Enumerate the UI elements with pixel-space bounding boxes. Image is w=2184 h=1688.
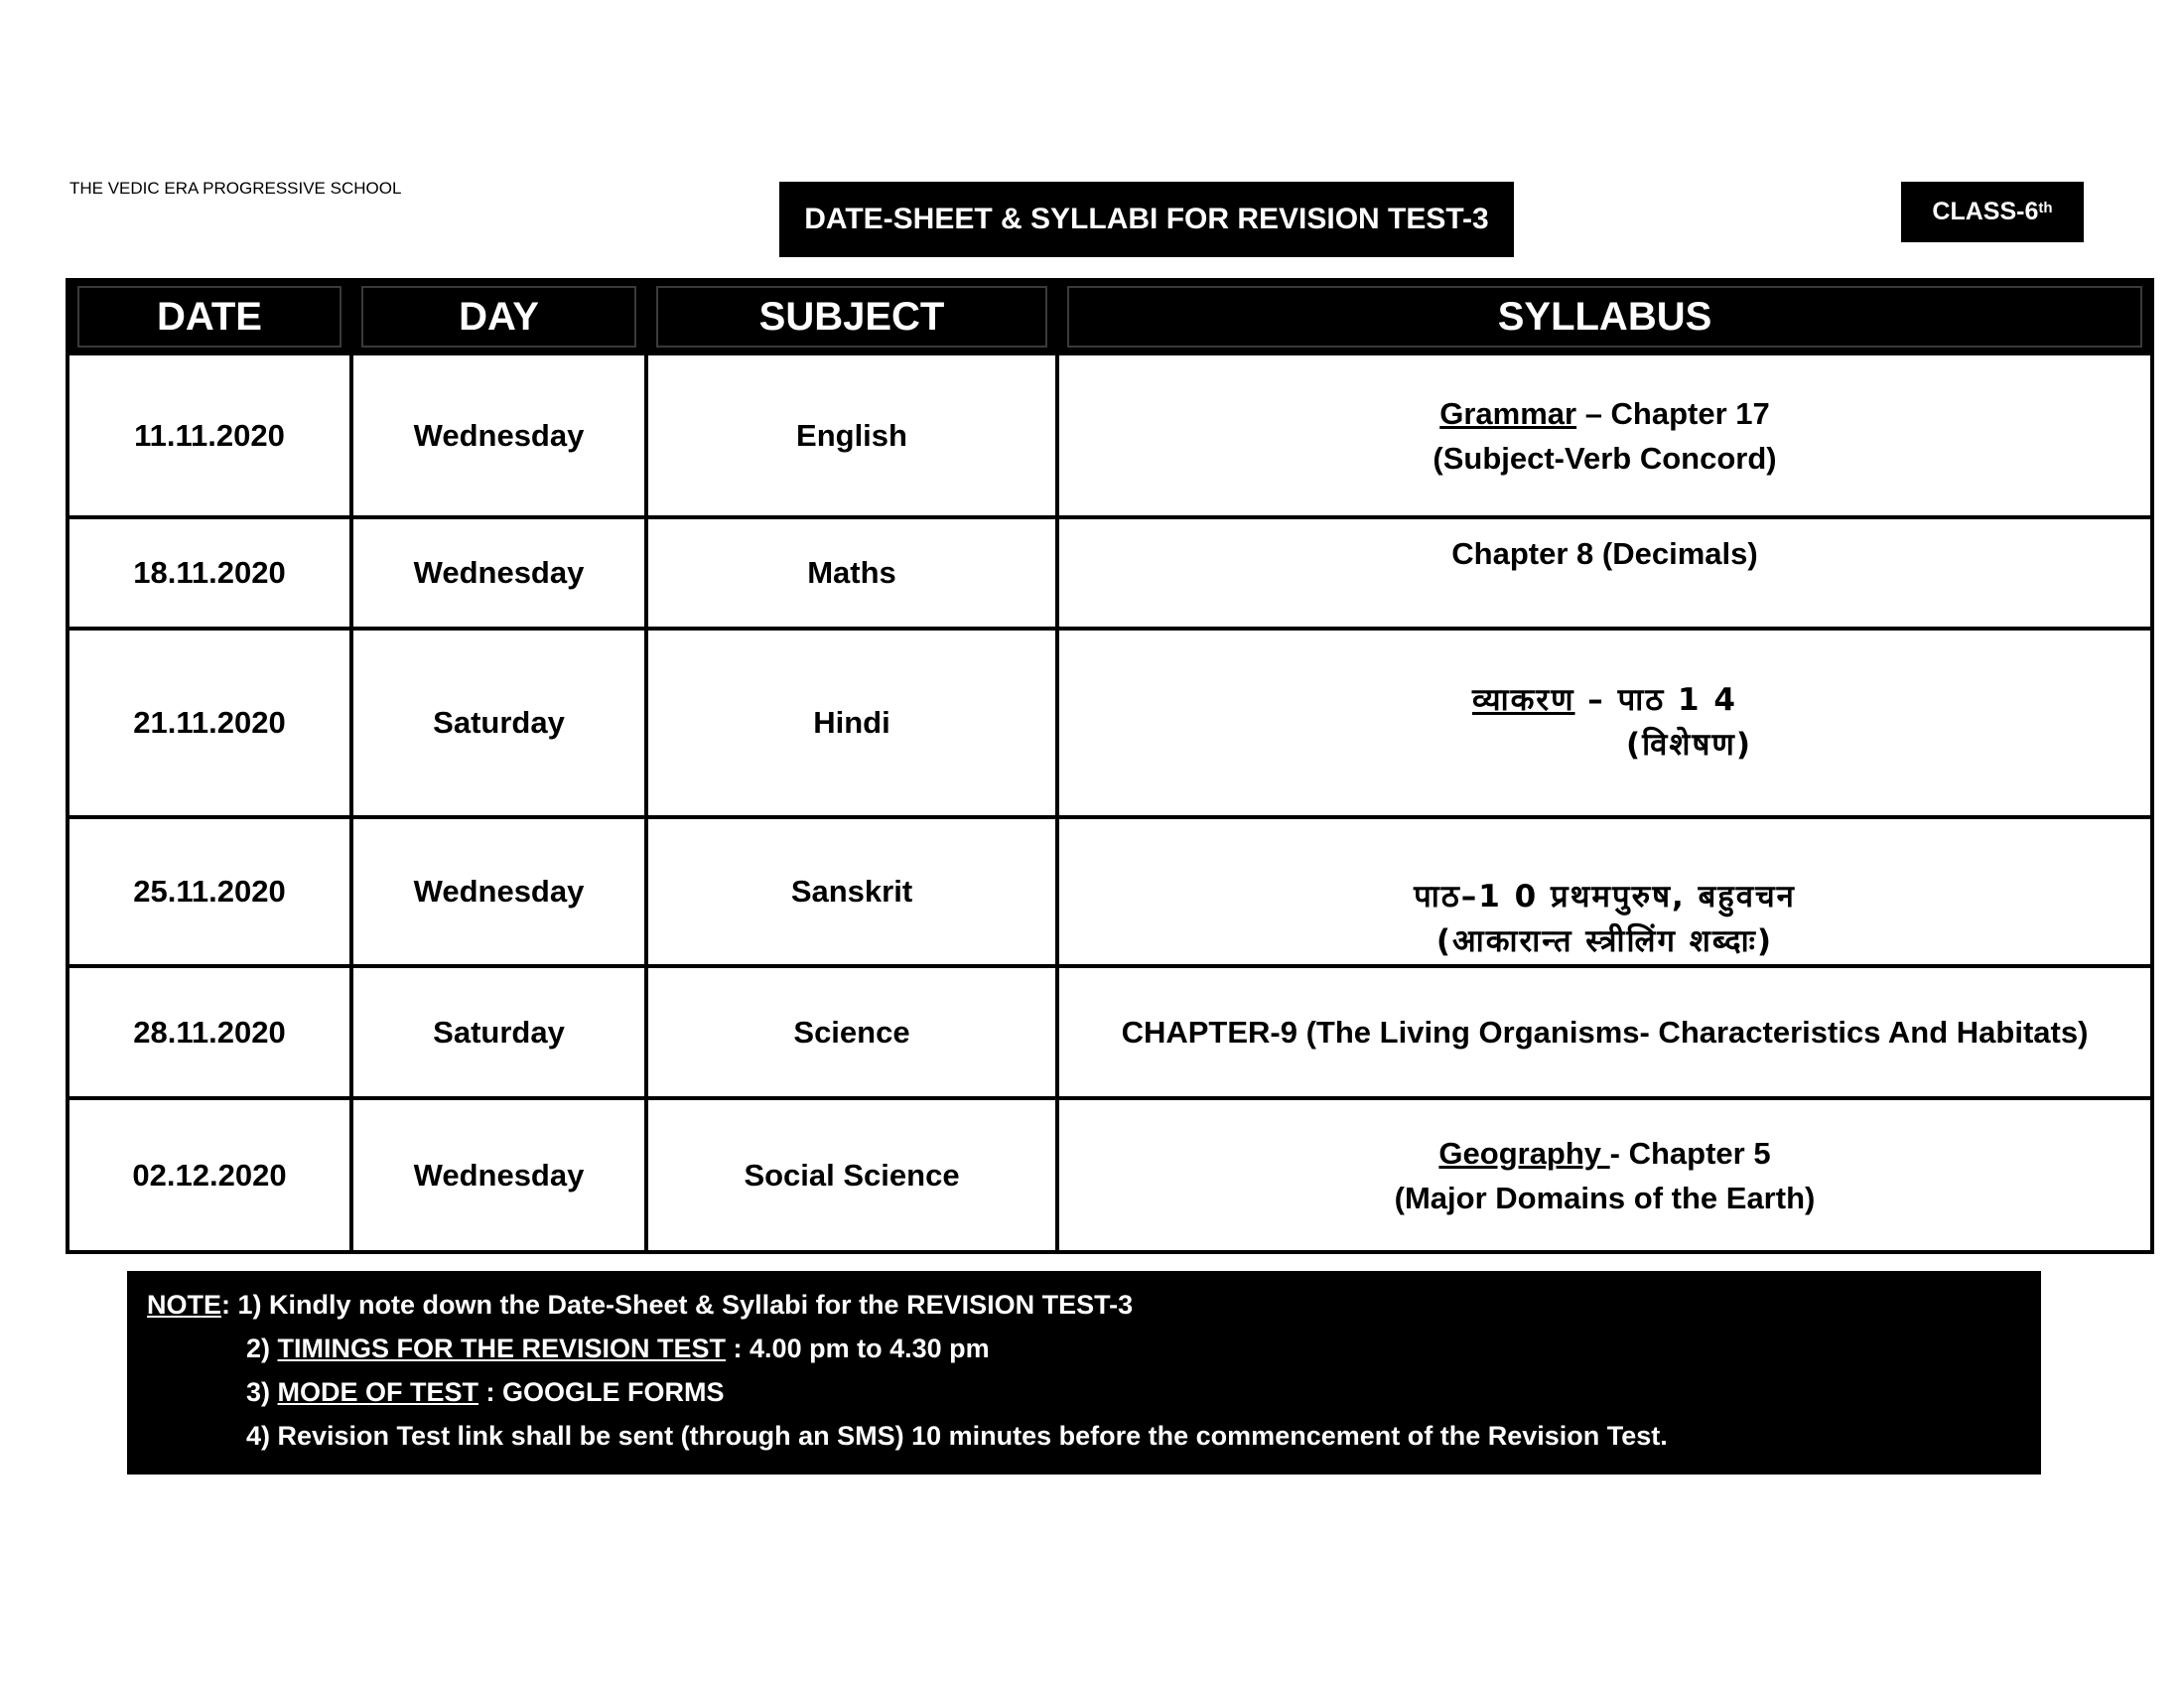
- class-suffix: th: [2038, 200, 2053, 216]
- syllabus-topic: (विशेषण): [1625, 727, 1752, 763]
- subject-cell: Hindi: [646, 629, 1057, 817]
- table-row: [68, 817, 2152, 966]
- day-cell: Wednesday: [351, 1098, 646, 1252]
- header-syllabus: SYLLABUS: [1057, 280, 2152, 353]
- syllabus-text: Chapter 8 (Decimals): [1451, 536, 1758, 571]
- table-row: [68, 629, 2152, 817]
- note-line-3: 3) MODE OF TEST : GOOGLE FORMS: [246, 1377, 725, 1407]
- page-title: [779, 182, 1514, 257]
- note-line-4: 4) Revision Test link shall be sent (through an SMS) 10 minutes before the commencement of the Revision Test.: [246, 1421, 1668, 1451]
- subject-cell: English: [646, 353, 1057, 517]
- class-badge: [1901, 182, 2084, 242]
- day-cell: Saturday: [351, 629, 646, 817]
- date-cell: 11.11.2020: [68, 353, 351, 517]
- date-cell: 02.12.2020: [68, 1098, 351, 1252]
- day-cell: Saturday: [351, 966, 646, 1098]
- syllabus-heading: व्याकरण: [1472, 682, 1575, 718]
- class-label: CLASS-6: [1932, 198, 2039, 225]
- syllabus-cell: [1057, 817, 2152, 966]
- syllabus-chapter: – Chapter 17: [1576, 395, 1770, 431]
- syllabus-cell: [1057, 353, 2152, 517]
- syllabus-chapter: - Chapter 5: [1609, 1135, 1771, 1171]
- date-cell: 25.11.2020: [68, 817, 351, 966]
- syllabus-text: CHAPTER-9 (The Living Organisms- Characteristics And Habitats): [1121, 1015, 2089, 1050]
- subject-cell: Sanskrit: [646, 817, 1057, 966]
- page-title-text: DATE-SHEET & SYLLABI FOR REVISION TEST-3: [804, 203, 1489, 235]
- table-row: [68, 1098, 2152, 1252]
- syllabus-cell: [1057, 629, 2152, 817]
- note-label: NOTE: [147, 1290, 222, 1320]
- syllabus-heading: Grammar: [1439, 395, 1577, 431]
- day-cell: Wednesday: [351, 353, 646, 517]
- syllabus-chapter: – पाठ 1 4: [1574, 682, 1737, 718]
- date-cell: 28.11.2020: [68, 966, 351, 1098]
- day-cell: Wednesday: [351, 517, 646, 629]
- syllabus-topic: (Subject-Verb Concord): [1433, 440, 1777, 476]
- syllabus-chapter: पाठ–1 0 प्रथमपुरुष, बहुवचन: [1414, 879, 1796, 914]
- syllabus-topic: (आकारान्त स्त्रीलिंग शब्दाः): [1435, 923, 1774, 959]
- syllabus-cell: [1057, 517, 2152, 629]
- header-date: DATE: [68, 280, 351, 353]
- note-line-1: NOTE: 1) Kindly note down the Date-Sheet & Syllabi for the REVISION TEST-3: [147, 1290, 1134, 1320]
- school-name: THE VEDIC ERA PROGRESSIVE SCHOOL: [69, 179, 402, 198]
- subject-cell: Social Science: [646, 1098, 1057, 1252]
- table-row: [68, 966, 2152, 1098]
- header-day: DAY: [351, 280, 646, 353]
- subject-cell: Maths: [646, 517, 1057, 629]
- syllabus-cell: [1057, 1098, 2152, 1252]
- table-row: [68, 353, 2152, 517]
- note-box: [127, 1271, 2041, 1475]
- syllabus-heading: Geography: [1438, 1135, 1610, 1171]
- date-cell: 18.11.2020: [68, 517, 351, 629]
- day-cell: Wednesday: [351, 817, 646, 966]
- subject-cell: Science: [646, 966, 1057, 1098]
- syllabus-topic: (Major Domains of the Earth): [1394, 1180, 1816, 1215]
- table-header-row: [68, 280, 2152, 353]
- table-row: [68, 517, 2152, 629]
- note-line-2: 2) TIMINGS FOR THE REVISION TEST : 4.00 pm to 4.30 pm: [246, 1334, 990, 1363]
- date-sheet-table: [66, 278, 2154, 1254]
- syllabus-cell: [1057, 966, 2152, 1098]
- header-subject: SUBJECT: [646, 280, 1057, 353]
- date-cell: 21.11.2020: [68, 629, 351, 817]
